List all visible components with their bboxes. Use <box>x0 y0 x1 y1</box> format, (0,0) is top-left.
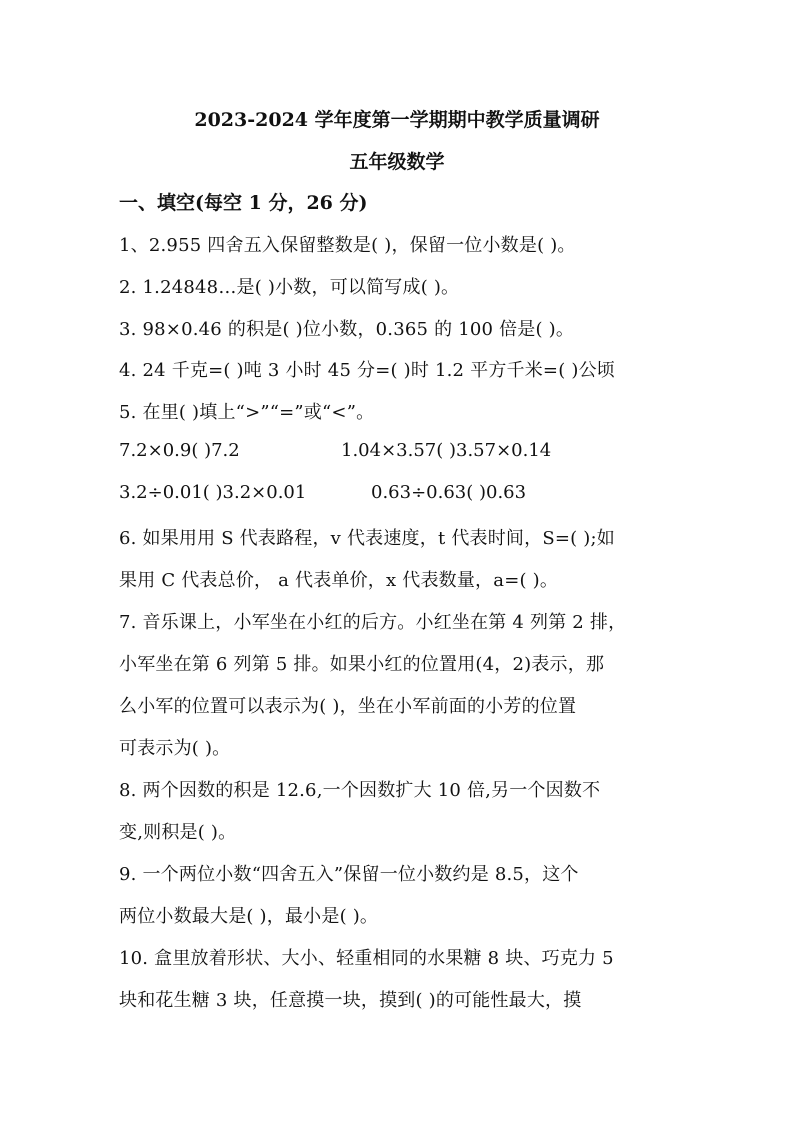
question-7-line2: 小军坐在第 6 列第 5 排。如果小红的位置用(4，2)表示，那 <box>119 654 605 675</box>
compare-row1-left: 7.2×0.9( )7.2 <box>119 440 240 461</box>
question-8-line2: 变,则积是( )。 <box>119 822 237 843</box>
question-6-line1: 6. 如果用用 S 代表路程，v 代表速度，t 代表时间，S=( );如 <box>119 528 615 549</box>
question-7-line3: 么小军的位置可以表示为( )，坐在小军前面的小芳的位置 <box>119 696 577 717</box>
question-6-line2: 果用 C 代表总价， a 代表单价，x 代表数量，a=( )。 <box>119 570 559 591</box>
question-10-line2: 块和花生糖 3 块，任意摸一块，摸到( )的可能性最大，摸 <box>119 990 582 1011</box>
question-5: 5. 在里( )填上“>”“=”或“<”。 <box>119 402 375 423</box>
compare-row2-left: 3.2÷0.01( )3.2×0.01 <box>119 482 307 503</box>
question-1: 1、2.955 四舍五入保留整数是( )，保留一位小数是( )。 <box>119 235 576 256</box>
question-7-line4: 可表示为( )。 <box>119 738 231 759</box>
compare-row2-right: 0.63÷0.63( )0.63 <box>371 482 527 503</box>
compare-row1-right: 1.04×3.57( )3.57×0.14 <box>341 440 552 461</box>
question-2: 2. 1.24848…是( )小数，可以简写成( )。 <box>119 277 460 298</box>
question-8-line1: 8. 两个因数的积是 12.6,一个因数扩大 10 倍,另一个因数不 <box>119 780 601 801</box>
question-7-line1: 7. 音乐课上，小军坐在小红的后方。小红坐在第 4 列第 2 排， <box>119 612 627 633</box>
question-10-line1: 10. 盒里放着形状、大小、轻重相同的水果糖 8 块、巧克力 5 <box>119 948 614 969</box>
question-3: 3. 98×0.46 的积是( )位小数，0.365 的 100 倍是( )。 <box>119 319 575 340</box>
question-4: 4. 24 千克=( )吨 3 小时 45 分=( )时 1.2 平方千米=( )公顷 <box>119 360 615 381</box>
section-heading: 一、填空(每空 1 分，26 分) <box>119 192 368 214</box>
exam-subtitle: 五年级数学 <box>349 151 445 173</box>
question-9-line1: 9. 一个两位小数“四舍五入”保留一位小数约是 8.5，这个 <box>119 864 579 885</box>
question-9-line2: 两位小数最大是( )，最小是( )。 <box>119 906 379 927</box>
exam-title: 2023-2024 学年度第一学期期中教学质量调研 <box>194 109 600 131</box>
